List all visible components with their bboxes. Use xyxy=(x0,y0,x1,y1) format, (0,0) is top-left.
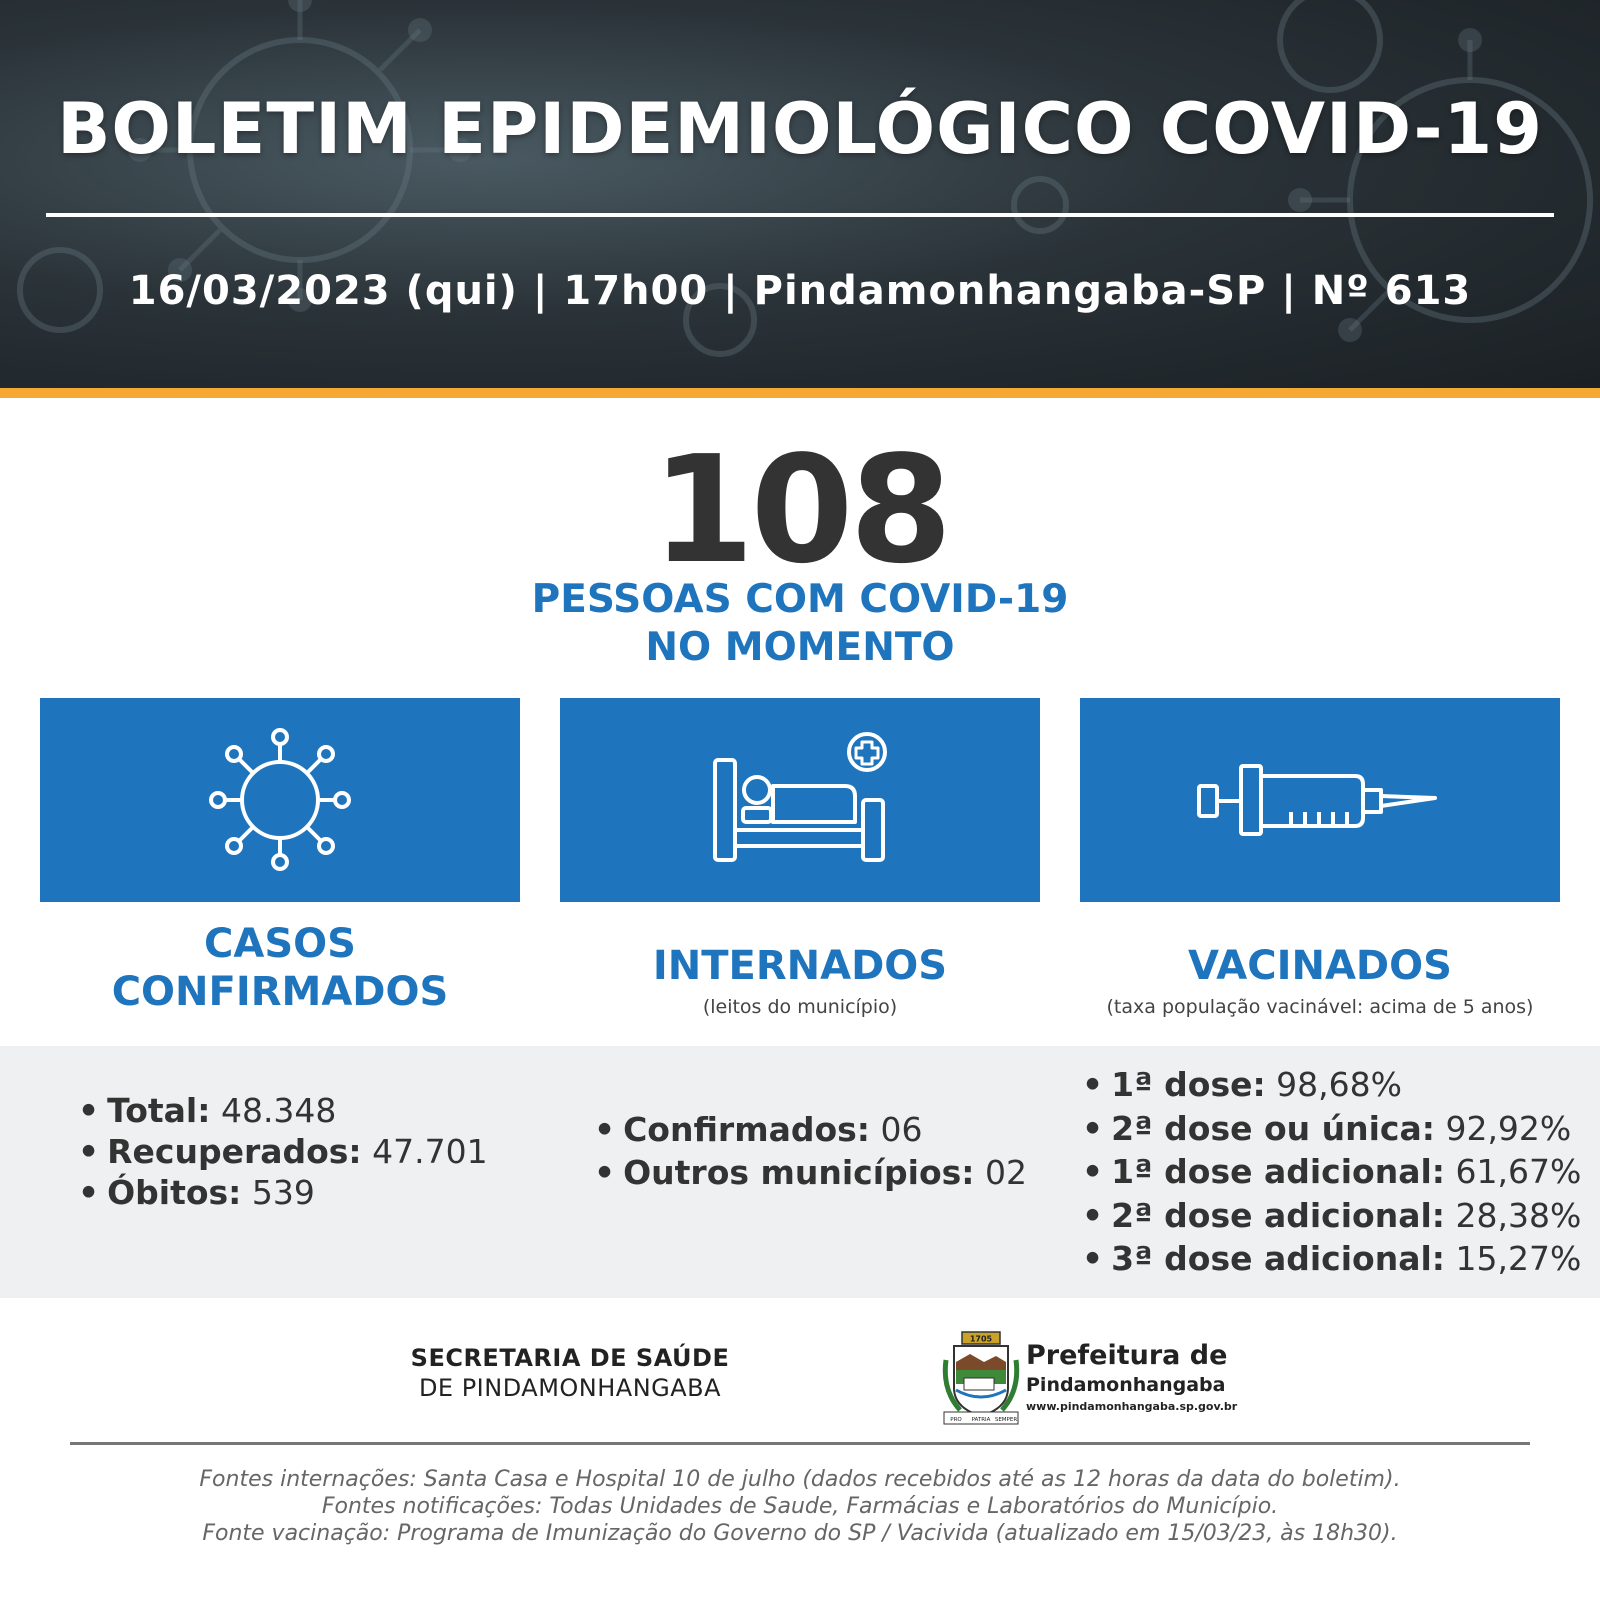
vacinados-panel xyxy=(1080,698,1560,902)
source-line-notificacoes: Fontes notificações: Todas Unidades de Saude, Farmácias e Laboratórios do Município. xyxy=(321,1494,1279,1519)
prefeitura-url: www.pindamonhangaba.sp.gov.br xyxy=(1026,1400,1238,1413)
vacinados-note: (taxa população vacinável: acima de 5 anos) xyxy=(1106,996,1534,1018)
list-item: • 2ª dose adicional: 28,38% xyxy=(1082,1195,1582,1235)
internados-note: (leitos do município) xyxy=(702,996,898,1018)
secretaria-line-2: DE PINDAMONHANGABA xyxy=(418,1374,722,1402)
caption-line-2: NO MOMENTO xyxy=(645,625,955,670)
bulletin-subtitle: 16/03/2023 (qui) | 17h00 | Pindamonhangaba-SP | Nº 613 xyxy=(128,268,1472,314)
prefeitura-title: Prefeitura de xyxy=(1026,1340,1228,1371)
caption-line-1: PESSOAS COM COVID-19 xyxy=(531,577,1069,622)
casos-stats-list xyxy=(78,1090,488,1213)
active-cases-caption xyxy=(0,576,1600,672)
casos-panel xyxy=(40,698,520,902)
list-item: • 1ª dose adicional: 61,67% xyxy=(1082,1152,1582,1191)
vacinados-stats-list xyxy=(1082,1063,1581,1281)
list-item: • Confirmados: 06 xyxy=(594,1110,923,1149)
list-item: • 3ª dose adicional: 15,27% xyxy=(1082,1239,1582,1278)
sources-block xyxy=(0,1466,1600,1547)
list-item: • 2ª dose ou única: 92,92% xyxy=(1082,1108,1572,1148)
vacinados-title: VACINADOS xyxy=(1188,943,1452,989)
syringe-icon xyxy=(1195,760,1445,840)
svg-text:1705: 1705 xyxy=(969,1334,993,1344)
list-item: • 1ª dose: 98,68% xyxy=(1082,1065,1403,1104)
bulletin-title: BOLETIM EPIDEMIOLÓGICO COVID-19 xyxy=(57,88,1543,170)
svg-text:SEMPER: SEMPER xyxy=(994,1417,1018,1423)
prefeitura-name: Pindamonhangaba xyxy=(1026,1374,1226,1396)
active-cases-number: 108 xyxy=(651,424,949,596)
source-line-vacinacao: Fonte vacinação: Programa de Imunização do Governo do SP / Vacivida (atualizado em 15/03/23, às 18h30). xyxy=(202,1521,1398,1546)
footer-divider xyxy=(70,1442,1530,1445)
internados-stats-list xyxy=(594,1108,1027,1194)
secretaria-logo-text xyxy=(380,1344,760,1402)
virus-background-illustration xyxy=(0,0,1600,398)
source-line-internacoes: Fontes internações: Santa Casa e Hospital 10 de julho (dados recebidos até as 12 horas da data do boletim). xyxy=(199,1467,1401,1492)
internados-panel xyxy=(560,698,1040,902)
casos-title-line-2: CONFIRMADOS xyxy=(111,969,449,1015)
svg-text:PRO: PRO xyxy=(950,1417,962,1423)
casos-title-line-1: CASOS xyxy=(204,921,356,967)
municipal-seal-icon xyxy=(940,1330,1022,1426)
list-item: • Total: 48.348 xyxy=(78,1091,337,1130)
list-item: • Outros municípios: 02 xyxy=(594,1153,1027,1192)
secretaria-line-1: SECRETARIA DE SAÚDE xyxy=(410,1344,730,1372)
accent-bar xyxy=(0,388,1600,398)
list-item: • Óbitos: 539 xyxy=(78,1173,315,1212)
header-banner xyxy=(0,0,1600,398)
title-divider xyxy=(46,213,1554,217)
svg-text:PATRIA: PATRIA xyxy=(971,1417,991,1423)
virus-icon xyxy=(205,725,355,875)
internados-title: INTERNADOS xyxy=(652,943,948,989)
list-item: • Recuperados: 47.701 xyxy=(78,1132,488,1171)
hospital-bed-icon xyxy=(705,730,895,870)
casos-title xyxy=(40,920,520,1016)
prefeitura-logo xyxy=(940,1330,1240,1426)
